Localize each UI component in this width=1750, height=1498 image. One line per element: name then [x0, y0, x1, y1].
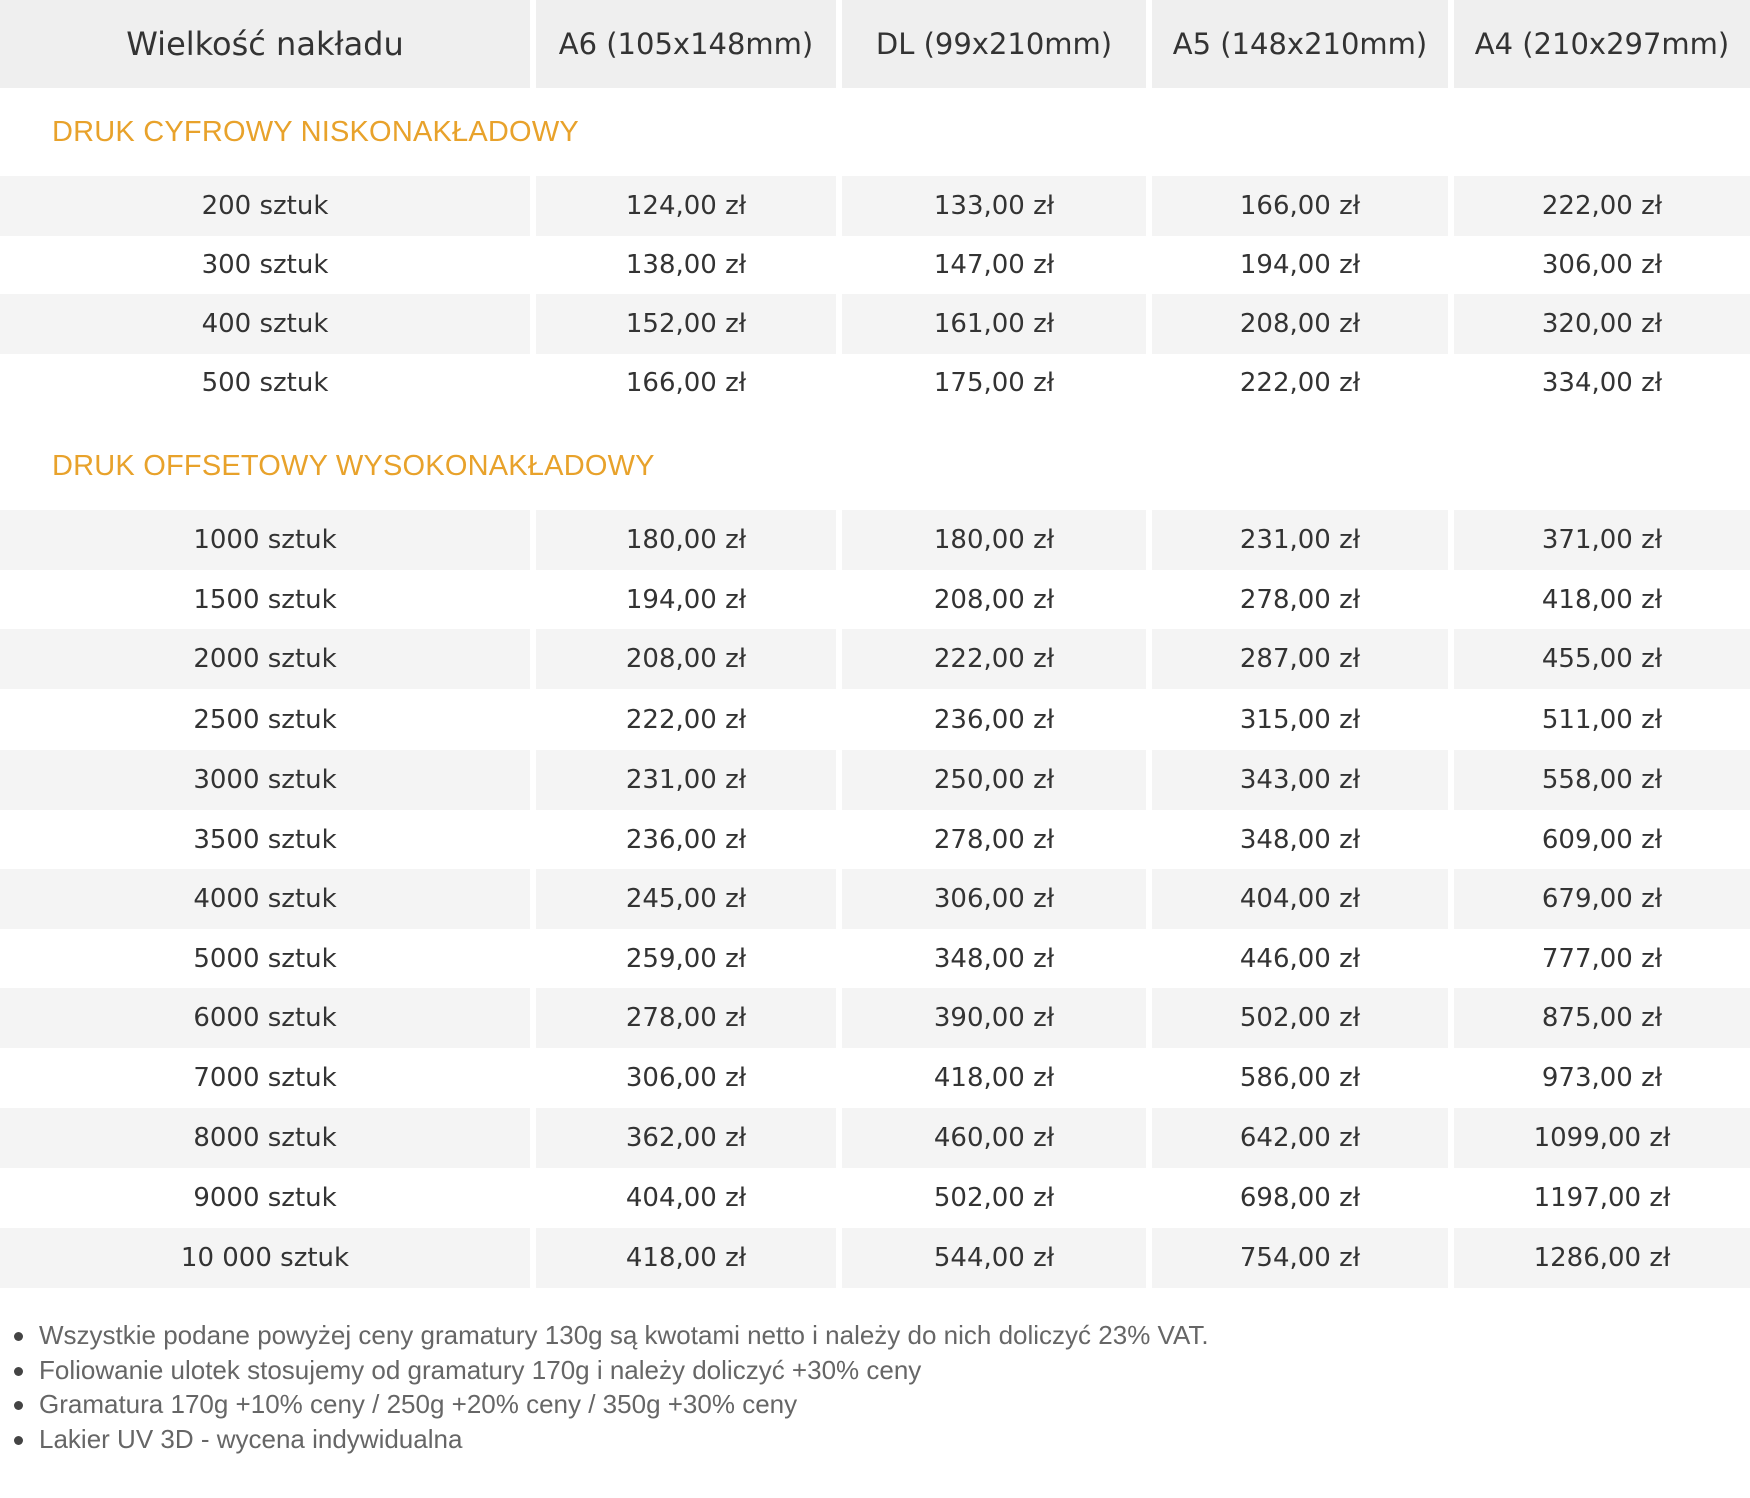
cell-a5: 222,00 zł [1239, 368, 1361, 398]
table-row [0, 353, 1750, 413]
table-row [0, 294, 1750, 354]
section-title-digital: DRUK CYFROWY NISKONAKŁADOWY [52, 116, 579, 148]
table-row [0, 570, 1750, 630]
cell-a6: 152,00 zł [536, 294, 836, 354]
bullet-icon [14, 1401, 23, 1410]
cell-a6: 222,00 zł [625, 705, 747, 735]
cell-a6: 180,00 zł [536, 510, 836, 570]
cell-a6: 259,00 zł [625, 944, 747, 974]
header-a4: A4 (210x297mm) [1454, 0, 1750, 88]
cell-quantity: 200 sztuk [0, 176, 530, 236]
cell-a5: 348,00 zł [1239, 825, 1361, 855]
cell-quantity: 9000 sztuk [193, 1183, 337, 1213]
cell-a5: 231,00 zł [1152, 510, 1448, 570]
cell-a5: 315,00 zł [1239, 705, 1361, 735]
bullet-icon [14, 1332, 23, 1341]
cell-quantity: 2500 sztuk [193, 705, 337, 735]
cell-a5: 404,00 zł [1152, 869, 1448, 929]
cell-a4: 679,00 zł [1454, 869, 1750, 929]
notes-list [12, 1318, 1209, 1456]
cell-dl: 460,00 zł [842, 1108, 1146, 1168]
cell-quantity: 6000 sztuk [0, 988, 530, 1048]
table-row [0, 810, 1750, 870]
cell-a6: 166,00 zł [625, 368, 747, 398]
cell-a4: 777,00 zł [1541, 944, 1663, 974]
note-item [12, 1318, 1209, 1353]
table-row [0, 929, 1750, 989]
header-a5: A5 (148x210mm) [1152, 0, 1448, 88]
cell-quantity: 10 000 sztuk [0, 1228, 530, 1288]
table-row [0, 690, 1750, 750]
cell-a4: 418,00 zł [1541, 585, 1663, 615]
cell-a6: 278,00 zł [536, 988, 836, 1048]
cell-dl: 418,00 zł [933, 1063, 1055, 1093]
cell-quantity: 3500 sztuk [193, 825, 337, 855]
table-row [0, 235, 1750, 295]
note-item [12, 1422, 1209, 1457]
cell-dl: 180,00 zł [842, 510, 1146, 570]
note-text: Foliowanie ulotek stosujemy od gramatury 170g i należy doliczyć +30% ceny [39, 1354, 922, 1385]
cell-a6: 236,00 zł [625, 825, 747, 855]
header-a6: A6 (105x148mm) [536, 0, 836, 88]
cell-a5: 698,00 zł [1239, 1183, 1361, 1213]
cell-quantity: 4000 sztuk [0, 869, 530, 929]
cell-a4: 875,00 zł [1454, 988, 1750, 1048]
cell-a5: 194,00 zł [1239, 250, 1361, 280]
cell-a4: 511,00 zł [1541, 705, 1663, 735]
table-row [0, 1048, 1750, 1108]
header-dl: DL (99x210mm) [842, 0, 1146, 88]
note-text: Lakier UV 3D - wycena indywidualna [39, 1423, 463, 1454]
cell-a5: 502,00 zł [1152, 988, 1448, 1048]
cell-quantity: 3000 sztuk [0, 750, 530, 810]
cell-a6: 404,00 zł [625, 1183, 747, 1213]
cell-a6: 194,00 zł [625, 585, 747, 615]
cell-dl: 161,00 zł [842, 294, 1146, 354]
cell-a6: 124,00 zł [536, 176, 836, 236]
cell-a4: 973,00 zł [1541, 1063, 1663, 1093]
bullet-icon [14, 1367, 23, 1376]
cell-a4: 306,00 zł [1541, 250, 1663, 280]
cell-quantity: 400 sztuk [0, 294, 530, 354]
cell-a6: 362,00 zł [536, 1108, 836, 1168]
header-quantity: Wielkość nakładu [0, 0, 530, 88]
cell-a6: 138,00 zł [625, 250, 747, 280]
cell-a6: 208,00 zł [536, 629, 836, 689]
cell-a4: 609,00 zł [1541, 825, 1663, 855]
cell-a5: 642,00 zł [1152, 1108, 1448, 1168]
cell-a4: 558,00 zł [1454, 750, 1750, 810]
cell-dl: 236,00 zł [933, 705, 1055, 735]
bullet-icon [14, 1436, 23, 1445]
cell-a5: 586,00 zł [1239, 1063, 1361, 1093]
cell-a5: 287,00 zł [1152, 629, 1448, 689]
cell-a4: 1286,00 zł [1454, 1228, 1750, 1288]
table-row [0, 1108, 1750, 1168]
table-row [0, 1168, 1750, 1228]
cell-quantity: 1500 sztuk [193, 585, 337, 615]
table-row [0, 176, 1750, 236]
cell-dl: 502,00 zł [933, 1183, 1055, 1213]
cell-quantity: 300 sztuk [201, 250, 329, 280]
cell-a5: 343,00 zł [1152, 750, 1448, 810]
note-text: Wszystkie podane powyżej ceny gramatury 130g są kwotami netto i należy do nich doliczyć 23% VAT. [39, 1320, 1209, 1350]
section-title-offset: DRUK OFFSETOWY WYSOKONAKŁADOWY [52, 450, 655, 482]
cell-dl: 348,00 zł [933, 944, 1055, 974]
cell-a5: 754,00 zł [1152, 1228, 1448, 1288]
cell-a5: 278,00 zł [1239, 585, 1361, 615]
cell-a5: 208,00 zł [1152, 294, 1448, 354]
table-header [0, 0, 1750, 88]
table-row [0, 510, 1750, 570]
table-row [0, 988, 1750, 1048]
cell-a4: 1099,00 zł [1454, 1108, 1750, 1168]
cell-dl: 250,00 zł [842, 750, 1146, 810]
cell-a4: 1197,00 zł [1533, 1183, 1671, 1213]
cell-quantity: 500 sztuk [201, 368, 329, 398]
note-item [12, 1353, 1209, 1388]
cell-dl: 208,00 zł [933, 585, 1055, 615]
cell-quantity: 2000 sztuk [0, 629, 530, 689]
cell-a5: 166,00 zł [1152, 176, 1448, 236]
cell-a6: 231,00 zł [536, 750, 836, 810]
cell-dl: 390,00 zł [842, 988, 1146, 1048]
cell-a5: 446,00 zł [1239, 944, 1361, 974]
cell-a6: 418,00 zł [536, 1228, 836, 1288]
note-text: Gramatura 170g +10% ceny / 250g +20% ceny / 350g +30% ceny [39, 1389, 798, 1419]
cell-dl: 306,00 zł [842, 869, 1146, 929]
cell-a4: 222,00 zł [1454, 176, 1750, 236]
cell-a6: 245,00 zł [536, 869, 836, 929]
cell-a4: 455,00 zł [1454, 629, 1750, 689]
note-item [12, 1387, 1209, 1422]
table-row [0, 629, 1750, 689]
table-row [0, 750, 1750, 810]
cell-quantity: 7000 sztuk [193, 1063, 337, 1093]
cell-dl: 544,00 zł [842, 1228, 1146, 1288]
cell-dl: 278,00 zł [933, 825, 1055, 855]
table-row [0, 869, 1750, 929]
cell-a4: 371,00 zł [1454, 510, 1750, 570]
cell-dl: 133,00 zł [842, 176, 1146, 236]
cell-dl: 222,00 zł [842, 629, 1146, 689]
cell-a6: 306,00 zł [625, 1063, 747, 1093]
cell-quantity: 8000 sztuk [0, 1108, 530, 1168]
cell-dl: 175,00 zł [933, 368, 1055, 398]
cell-dl: 147,00 zł [933, 250, 1055, 280]
cell-a4: 320,00 zł [1454, 294, 1750, 354]
cell-quantity: 1000 sztuk [0, 510, 530, 570]
cell-a4: 334,00 zł [1541, 368, 1663, 398]
cell-quantity: 5000 sztuk [193, 944, 337, 974]
table-row [0, 1228, 1750, 1288]
